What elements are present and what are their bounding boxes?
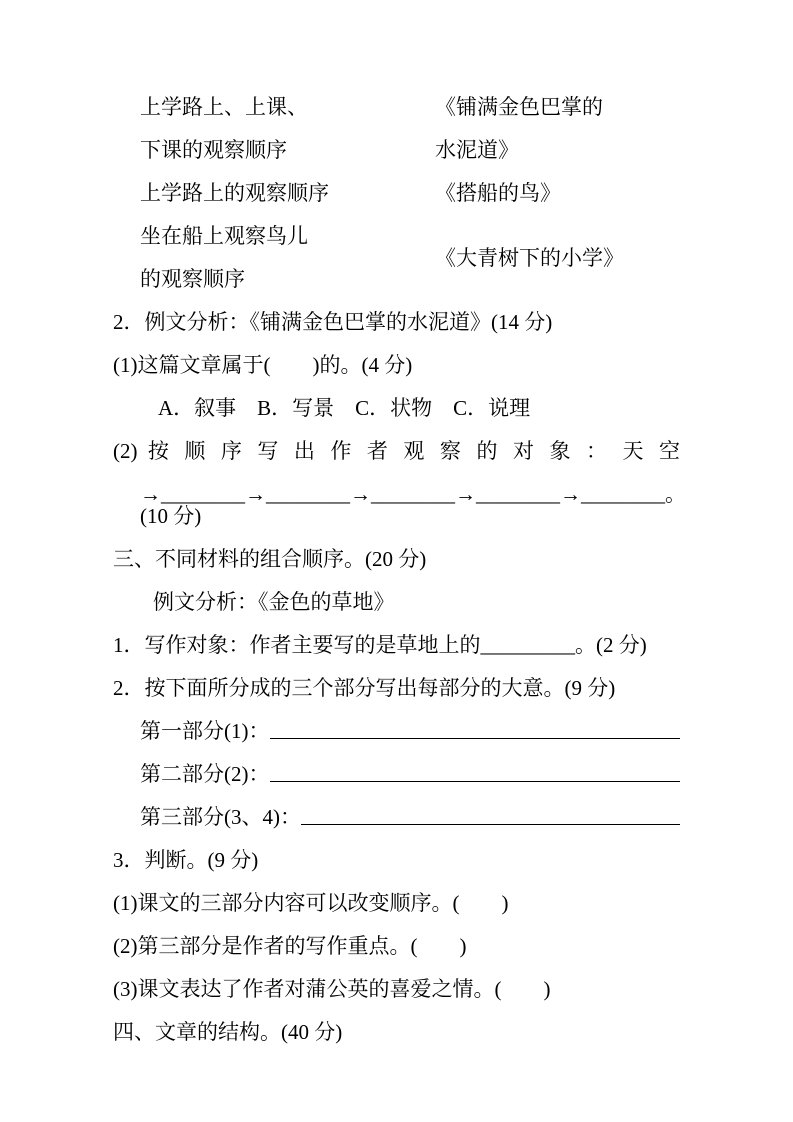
part-1-label: 第一部分(1)： [140,719,270,743]
section-3-question-3: 3．判断。(9 分) [113,848,259,872]
matching-right-text: 《搭船的鸟》 [435,181,561,205]
matching-left-text: 坐在船上观察鸟儿 [140,224,308,248]
part-2-label: 第二部分(2)： [140,762,270,786]
matching-left-text: 上学路上的观察顺序 [140,181,329,205]
section-3-part-2-row [140,763,680,785]
answer-blank [270,737,681,739]
section-3-intro: 例文分析：《金色的草地》 [153,590,395,614]
matching-left-text: 的观察顺序 [140,267,245,291]
matching-left-item-3 [140,225,435,311]
matching-right-item-3 [435,225,680,311]
matching-left-item-1 [140,96,435,182]
matching-right-text: 《大青树下的小学》 [435,245,624,270]
part-3-label: 第三部分(3、4)： [140,805,301,829]
matching-left-text: 上学路上、上课、 [140,95,308,119]
question-2-blanks: →________→________→________→________→________。(10 分) [140,482,686,528]
matching-right-item-1 [435,96,680,182]
section-3-judge-1: (1)课文的三部分内容可以改变顺序。( ) [113,891,509,915]
section-3-question-1: 1．写作对象：作者主要写的是草地上的_________。(2 分) [113,633,647,657]
matching-left-item-2 [140,182,435,225]
section-3-question-2: 2．按下面所分成的三个部分写出每部分的大意。(9 分) [113,676,616,700]
matching-left-text: 下课的观察顺序 [140,138,287,162]
section-4-title: 四、文章的结构。(40 分) [113,1020,343,1044]
section-3-judge-3: (3)课文表达了作者对蒲公英的喜爱之情。( ) [113,977,551,1001]
question-2-options: A．叙事 B．写景 C．状物 C．说理 [158,396,531,420]
question-2-sub-2: (2) 按 顺 序 写 出 作 者 观 察 的 对 象 ： 天 空 [113,439,680,463]
answer-blank [301,823,680,825]
section-3-judge-2: (2)第三部分是作者的写作重点。( ) [113,934,467,958]
question-2-title: 2．例文分析：《铺满金色巴掌的水泥道》(14 分) [113,310,553,334]
section-3-part-3-row [140,806,680,828]
matching-right-text: 《铺满金色巴掌的 [435,95,603,119]
matching-right-text: 水泥道》 [435,138,519,162]
section-3-title: 三、不同材料的组合顺序。(20 分) [113,547,427,571]
matching-exercise [140,96,680,311]
question-2-sub-1: (1)这篇文章属于( )的。(4 分) [113,353,413,377]
section-3-part-1-row [140,720,680,742]
matching-right-item-2 [435,182,680,225]
answer-blank [270,780,681,782]
